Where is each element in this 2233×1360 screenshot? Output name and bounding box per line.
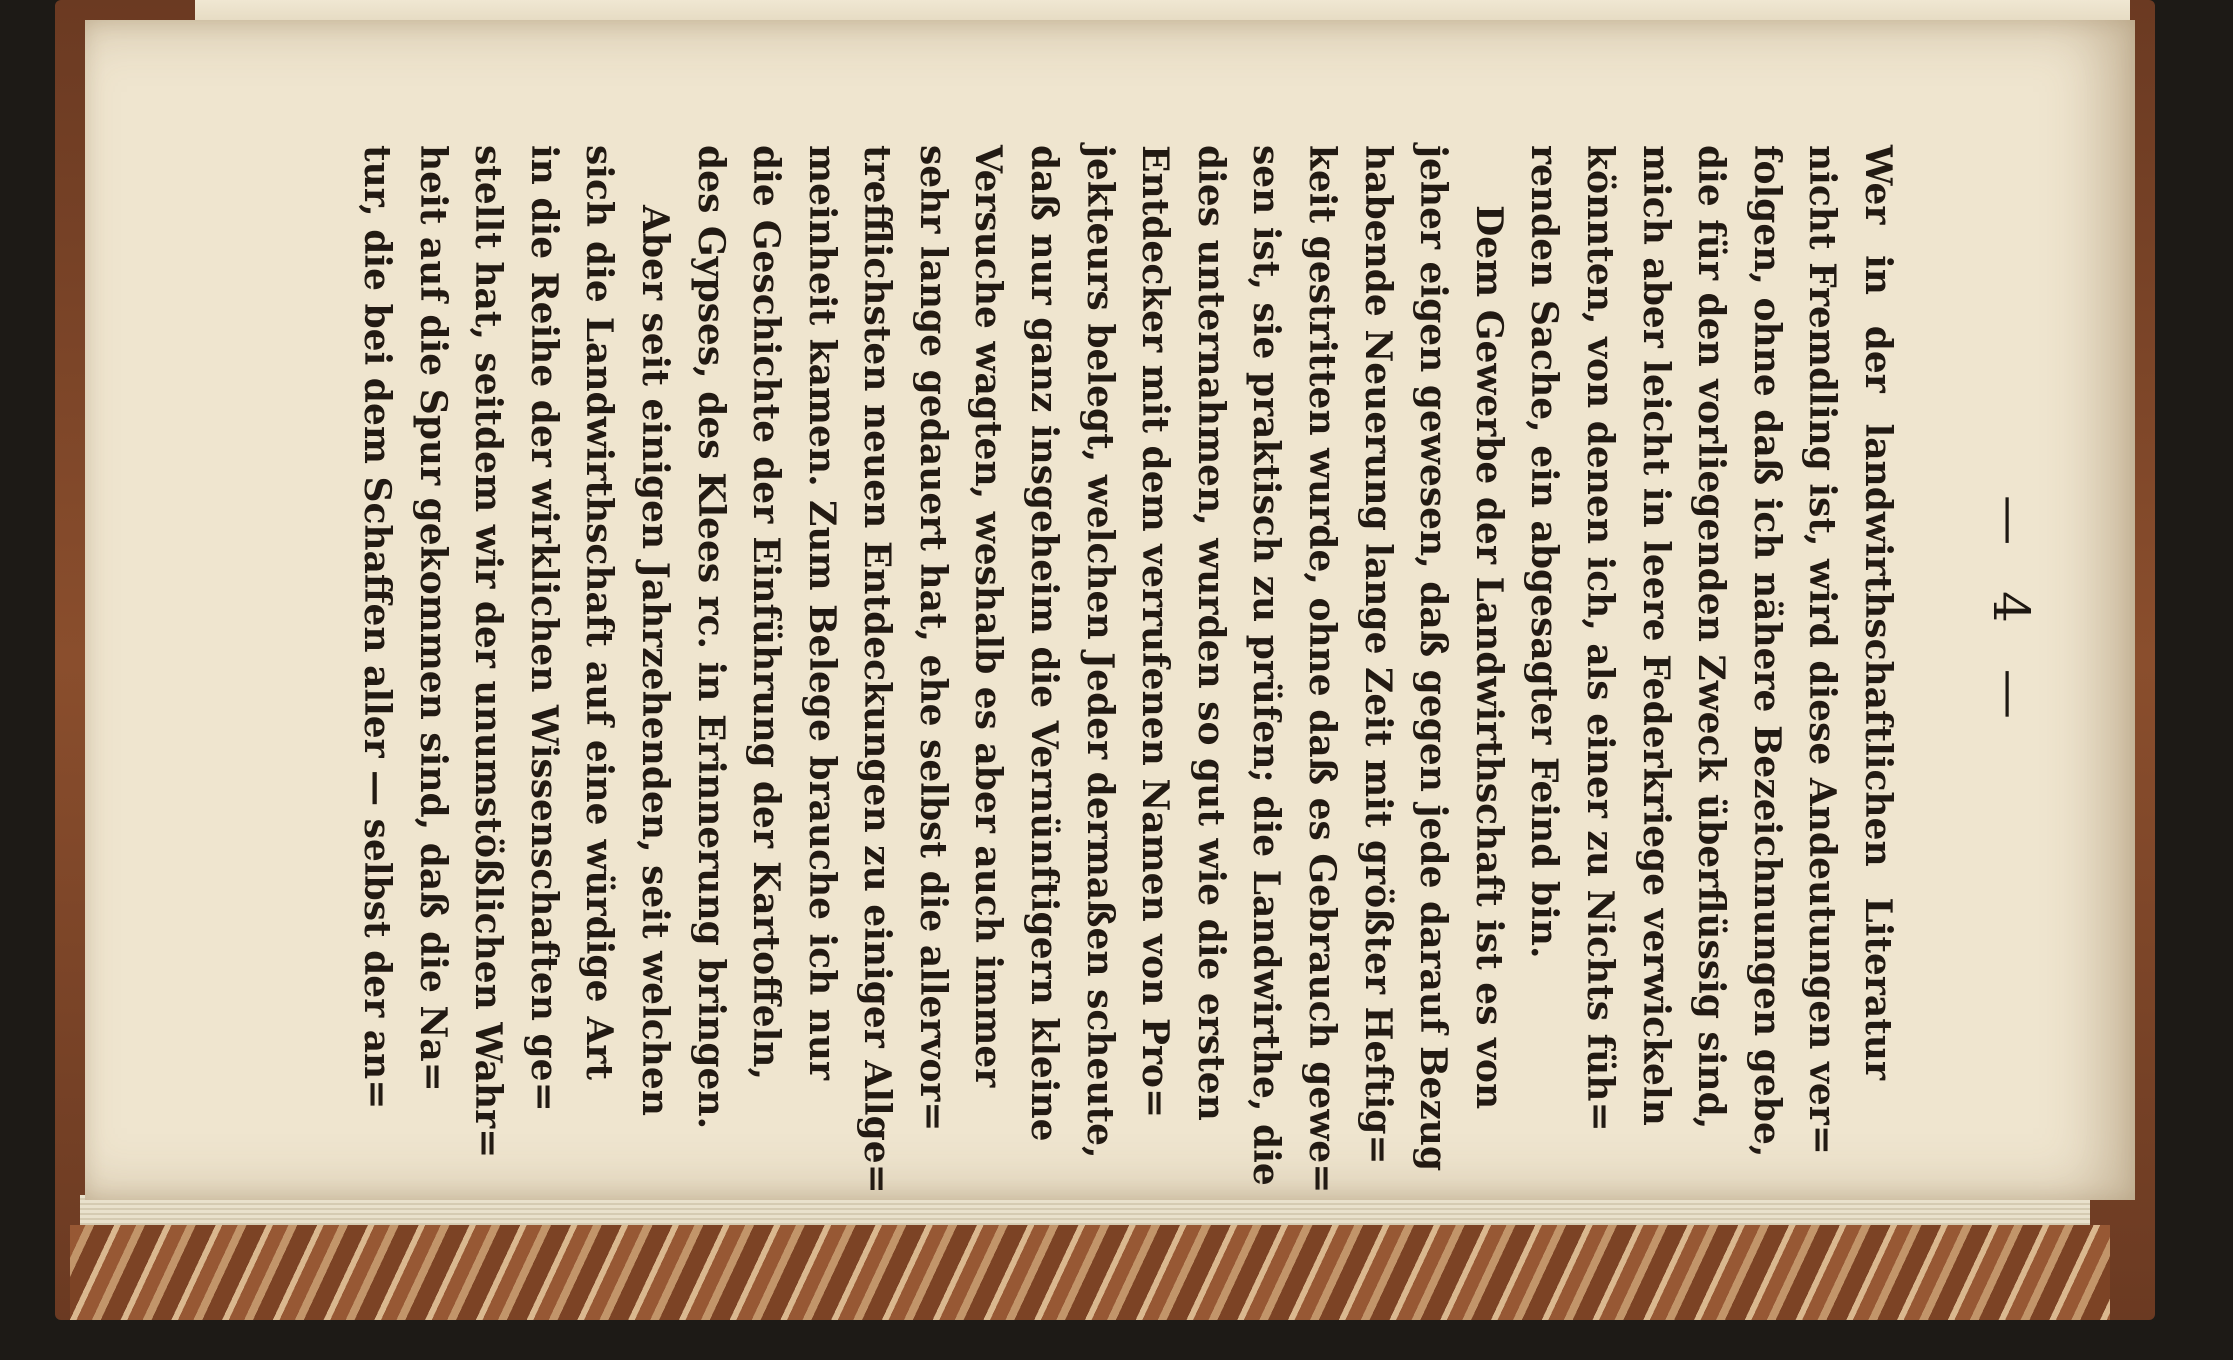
text-line: folgen, ohne daß ich nähere Bezeichnungen gebe, [1745,145,1788,1158]
text-line: keit gestritten wurde, ohne daß es Gebrauch gewe= [1301,145,1344,1194]
page-number: 4 [1982,591,2040,629]
text-line: renden Sache, ein abgesagter Feind bin. [1523,145,1566,959]
text-line: könnten, von denen ich, als einer zu Nichts füh= [1579,145,1622,1132]
text-line: daß nur ganz insgeheim die Vernünftigern kleine [1023,145,1066,1142]
text-line: Entdecker mit dem verrufenen Namen von Pro= [1134,145,1177,1119]
marbled-edge [70,1225,2110,1320]
book-page [85,20,2135,1200]
text-line: stellt hat, seitdem wir der unumstößlichen Wahr= [467,145,510,1159]
header-dash-left: — [1982,495,2040,552]
text-line: trefflichsten neuen Entdeckungen zu einiger Allge= [856,145,899,1194]
text-line: meinheit kamen. Zum Belege brauche ich nur [800,145,843,1080]
page-header [1982,20,2040,1200]
text-line: jekteurs belegt, welchen Jeder dermaßen scheute, [1078,145,1121,1159]
body-text [348,145,1905,1194]
text-line: sich die Landwirthschaft auf eine würdige Art [578,145,621,1080]
text-line: heit auf die Spur gekommen sind, daß die Na= [411,145,454,1092]
text-line: Aber seit einigen Jahrzehenden, seit welchen [633,205,676,1116]
text-line: nicht Fremdling ist, wird diese Andeutungen ver= [1801,145,1844,1155]
text-line: des Gypses, des Klees rc. in Erinnerung bringen. [689,145,732,1130]
text-line: dies unternahmen, wurden so gut wie die ersten [1189,145,1232,1121]
text-line: sen ist, sie praktisch zu prüfen; die Landwirthe, die [1245,145,1288,1186]
text-line: die Geschichte der Einführung der Kartoffeln, [745,145,788,1080]
text-line: Dem Gewerbe der Landwirthschaft ist es von [1467,205,1510,1110]
text-line: sehr lange gedauert hat, ehe selbst die allervor= [911,145,954,1132]
text-line: die für den vorliegenden Zweck überflüssig sind, [1690,145,1733,1130]
text-line: tur, die bei dem Schaffen aller — selbst der an= [355,145,398,1110]
header-dash-right: — [1982,668,2040,725]
text-line: jeher eigen gewesen, daß gegen jede darauf Bezug [1412,145,1455,1172]
text-line: in die Reihe der wirklichen Wissenschaften ge= [522,145,565,1112]
text-line: Wer in der landwirthschaftlichen Literatur [1857,145,1899,1080]
text-line: mich aber leicht in leere Federkriege verwickeln [1634,145,1677,1126]
page-content [85,20,2135,1200]
text-line: Versuche wagten, weshalb es aber auch immer [967,145,1010,1088]
text-line: habende Neuerung lange Zeit mit größter Heftig= [1356,145,1399,1165]
